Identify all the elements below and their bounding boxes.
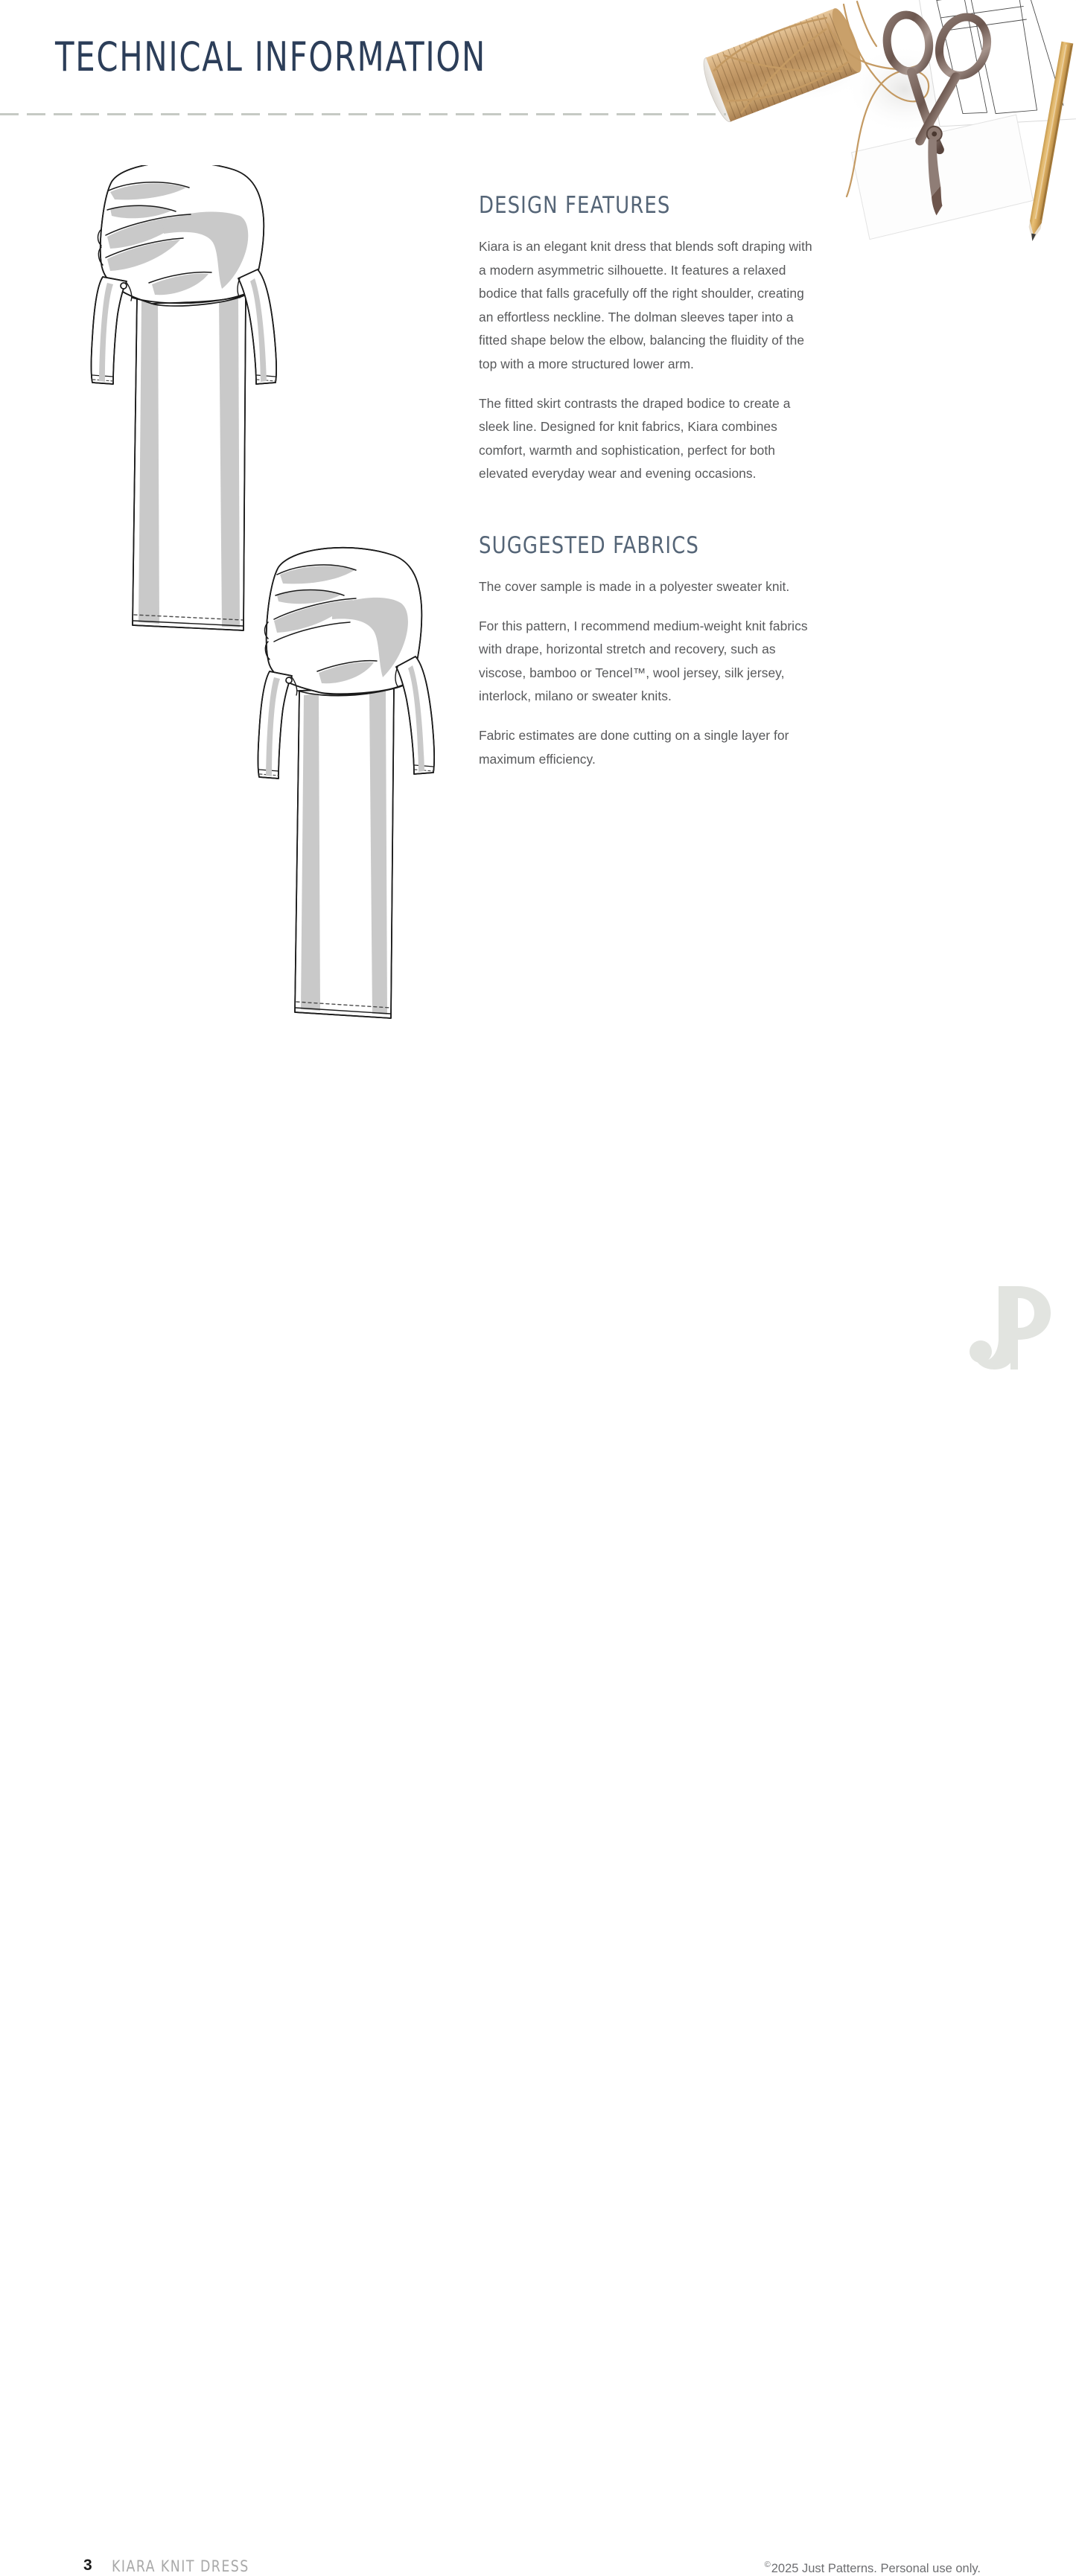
technical-flat-back — [238, 542, 462, 1033]
footer-copyright — [765, 2560, 981, 2576]
suggested-fabrics-paragraph-3: Fabric estimates are done cutting on a single layer for maximum efficiency. — [479, 727, 789, 767]
page-footer — [0, 1258, 1076, 2575]
design-features-paragraph-2: The fitted skirt contrasts the draped bodice to create a sleek line. Designed for knit fabrics, Kiara combines comfort, warmth and sophistication, perfect for both elevated everyday wear and evening occasions. — [479, 395, 791, 482]
header-dashed-divider — [0, 113, 726, 115]
section-heading-suggested-fabrics: SUGGESTED FABRICS — [479, 531, 699, 559]
suggested-fabrics-paragraph-2: For this pattern, I recommend medium-weight knit fabrics with drape, horizontal stretch and recovery, such as viscose, bamboo or Tencel™, wool jersey, silk jersey, interlock, milano or sweater knits. — [479, 618, 808, 704]
footer-page-number: 3 — [83, 2557, 92, 2574]
page-title: TECHNICAL INFORMATION — [55, 33, 486, 80]
just-patterns-logo — [969, 1280, 1058, 1377]
footer-document-title: KIARA KNIT DRESS — [112, 2557, 249, 2575]
content-text-column — [479, 192, 818, 771]
section-heading-design-features: DESIGN FEATURES — [479, 192, 671, 219]
suggested-fabrics-paragraph-1: The cover sample is made in a polyester sweater knit. — [479, 578, 790, 594]
footer-copyright-text: 2025 Just Patterns. Personal use only. — [771, 2562, 981, 2575]
copyright-symbol: © — [764, 2560, 771, 2569]
design-features-paragraph-1: Kiara is an elegant knit dress that blends soft draping with a modern asymmetric silhouette. It features a relaxed bodice that falls gracefully off the right shoulder, creating an effortless neckline. The dolman sleeves taper into a fitted shape below the elbow, balancing the fluidity of the top with a more structured lower arm. — [479, 239, 812, 371]
